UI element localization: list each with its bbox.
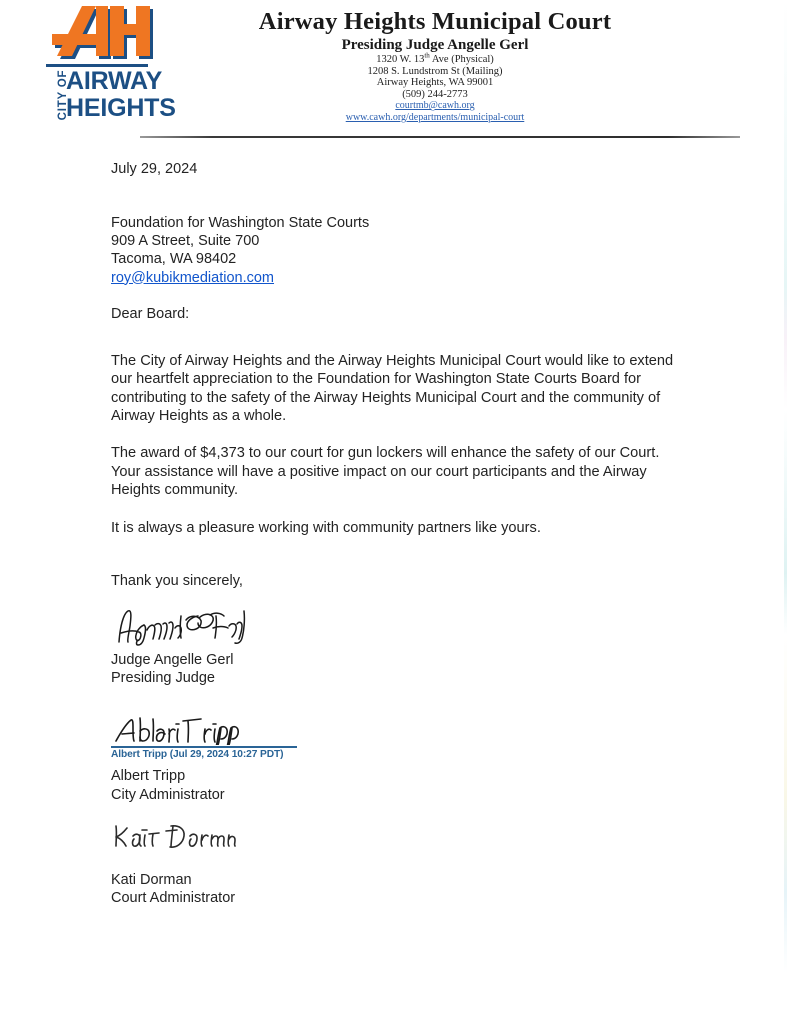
signer-identity-judge — [111, 651, 691, 687]
body-paragraph-1: The City of Airway Heights and the Airway Heights Municipal Court would like to extend our heartfelt appreciation to the Foundation for Washington State Courts Board for contributing to the safety of the Airway Heights Municipal Court and the community of Airway Heights as a whole. — [111, 352, 674, 425]
logo-wordmark — [44, 67, 176, 126]
recipient-organization: Foundation for Washington State Courts — [111, 215, 370, 231]
address-mailing: 1208 S. Lundstrom St (Mailing) — [367, 65, 503, 77]
letterhead — [0, 0, 791, 140]
body-paragraph-3: It is always a pleasure working with community partners like yours. — [111, 519, 541, 536]
recipient-address-block — [111, 214, 691, 287]
phone-number: (509) 244-2773 — [402, 88, 468, 100]
letter-body — [111, 160, 691, 907]
logo-city-of-text: CITY OF — [57, 69, 69, 121]
closing-line: Thank you sincerely, — [111, 573, 243, 590]
esignature-albert-tripp — [111, 715, 301, 763]
signer-name-court-administrator: Kati Dorman — [111, 871, 192, 888]
signature-albert-tripp-icon — [113, 715, 263, 745]
signer-title-city-administrator: City Administrator — [111, 786, 225, 803]
recipient-city-state-zip: Tacoma, WA 98402 — [111, 251, 237, 268]
recipient-street: 909 A Street, Suite 700 — [111, 233, 260, 250]
signature-block-city-administrator — [111, 715, 691, 803]
signer-name-city-administrator: Albert Tripp — [111, 768, 186, 785]
presiding-judge-title: Presiding Judge Angelle Gerl — [341, 37, 529, 53]
letterhead-divider — [140, 136, 740, 138]
signer-identity-city-administrator — [111, 767, 691, 803]
scan-edge-artifact — [784, 0, 787, 1024]
signer-identity-court-administrator — [111, 871, 691, 907]
address-city-state-zip: Airway Heights, WA 99001 — [376, 77, 494, 89]
salutation: Dear Board: — [111, 305, 190, 322]
body-paragraph-2: The award of $4,373 to our court for gun lockers will enhance the safety of our Court. Your assistance will have a positive impact on our court participants and the Airway Heights community. — [111, 445, 660, 499]
signer-name-judge: Judge Angelle Gerl — [111, 652, 234, 669]
signature-block-court-administrator — [111, 804, 691, 907]
signature-angelle-gerl-icon — [111, 602, 261, 646]
recipient-email-link[interactable]: roy@kubikmediation.com — [111, 269, 275, 286]
logo-heights-text: HEIGHTS — [66, 94, 176, 122]
address-physical: 1320 W. 13th Ave (Physical) — [376, 51, 494, 65]
court-title: Airway Heights Municipal Court — [258, 8, 612, 35]
letterhead-address-block — [170, 51, 700, 124]
ah-monogram-icon — [52, 4, 156, 64]
letterhead-email-link[interactable]: courtmb@cawh.org — [395, 100, 475, 112]
signer-title-judge: Presiding Judge — [111, 670, 215, 687]
esignature-underline — [111, 746, 297, 748]
city-of-airway-heights-logo — [44, 4, 176, 126]
logo-airway-text: AIRWAY — [66, 67, 163, 95]
letterhead-website-link[interactable]: www.cawh.org/departments/municipal-court — [345, 111, 525, 123]
signature-kati-dorman-icon — [111, 822, 236, 852]
esignature-timestamp-stamp: Albert Tripp (Jul 29, 2024 10:27 PDT) — [111, 749, 284, 761]
letter-date: July 29, 2024 — [111, 161, 198, 177]
signer-title-court-administrator: Court Administrator — [111, 890, 236, 907]
signature-block-judge — [111, 590, 691, 687]
